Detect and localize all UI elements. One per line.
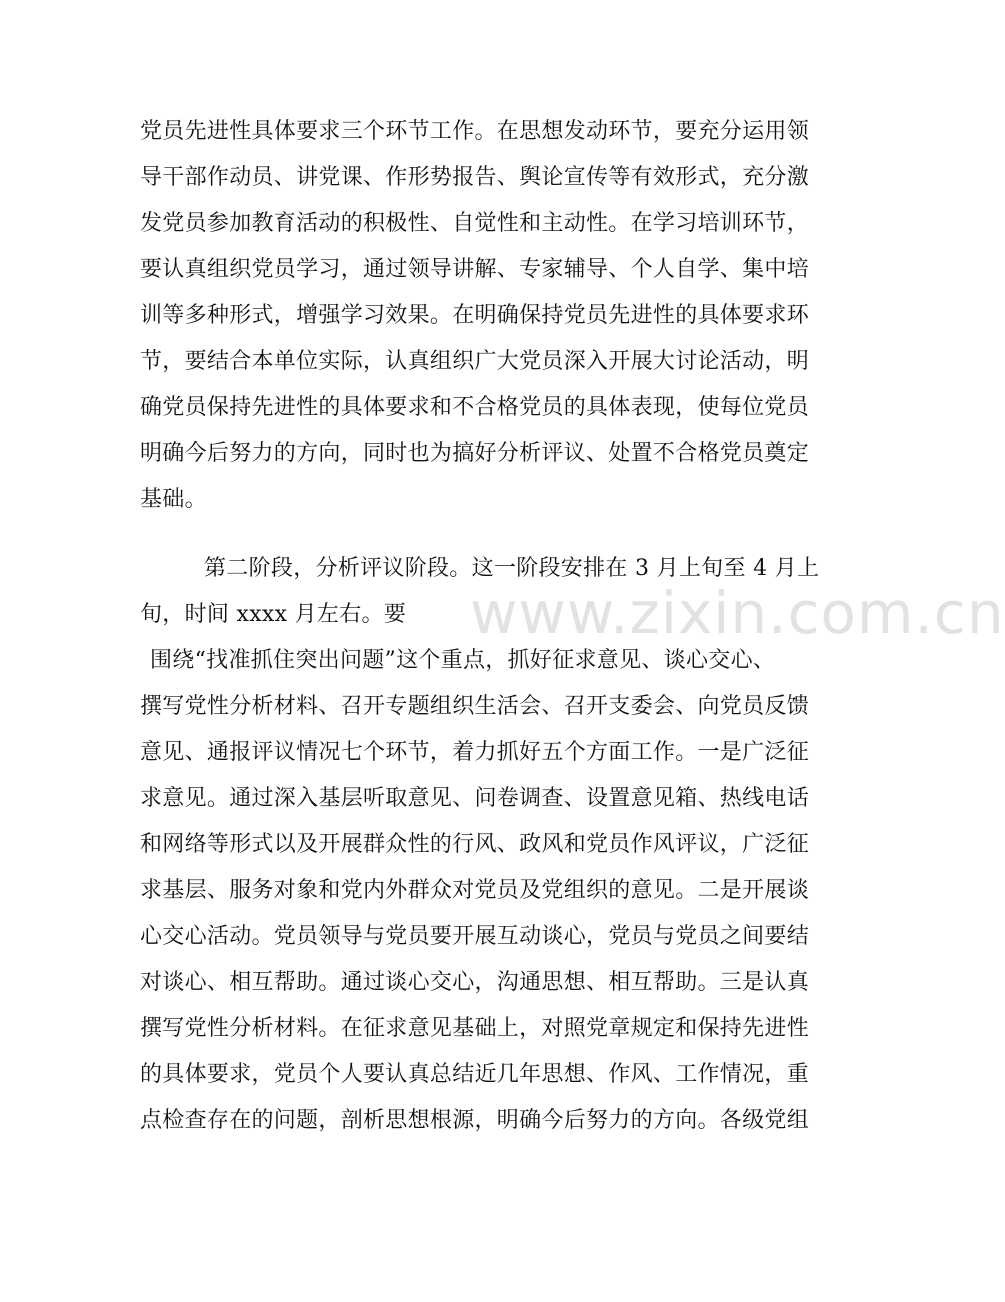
text-line: 导干部作动员、讲党课、作形势报告、舆论宣传等有效形式，充分激	[140, 165, 810, 190]
text-line: 要认真组织党员学习，通过领导讲解、专家辅导、个人自学、集中培	[140, 257, 810, 282]
text-line: 节，要结合本单位实际，认真组织广大党员深入开展大讨论活动，明	[140, 349, 810, 374]
text-line: 撰写党性分析材料、召开专题组织生活会、召开支委会、向党员反馈	[140, 694, 810, 719]
text-line: 确党员保持先进性的具体要求和不合格党员的具体表现，使每位党员	[140, 395, 810, 420]
text-line: 求意见。通过深入基层听取意见、问卷调查、设置意见箱、热线电话	[140, 786, 810, 811]
text-line: 旬，时间 xxxx 月左右。要	[140, 602, 407, 627]
text-line: 党员先进性具体要求三个环节工作。在思想发动环节，要充分运用领	[140, 119, 810, 144]
text-line: 围绕“找准抓住突出问题”这个重点，抓好征求意见、谈心交心、	[150, 648, 776, 673]
paragraph-indented-line: 第二阶段，分析评议阶段。这一阶段安排在 3 月上旬至 4 月上	[204, 556, 820, 581]
watermark: www.zixin.com.cn	[470, 579, 1005, 647]
text-line: 点检查存在的问题，剖析思想根源，明确今后努力的方向。各级党组	[140, 1108, 810, 1133]
text-line: 基础。	[140, 487, 207, 512]
text-line: 心交心活动。党员领导与党员要开展互动谈心，党员与党员之间要结	[140, 924, 810, 949]
text-line: 意见、通报评议情况七个环节，着力抓好五个方面工作。一是广泛征	[140, 740, 810, 765]
text-line: 撰写党性分析材料。在征求意见基础上，对照党章规定和保持先进性	[140, 1016, 810, 1041]
text-line: 明确今后努力的方向，同时也为搞好分析评议、处置不合格党员奠定	[140, 441, 810, 466]
text-line: 发党员参加教育活动的积极性、自觉性和主动性。在学习培训环节，	[140, 211, 810, 236]
text-line: 的具体要求，党员个人要认真总结近几年思想、作风、工作情况，重	[140, 1062, 810, 1087]
text-line: 训等多种形式，增强学习效果。在明确保持党员先进性的具体要求环	[140, 303, 810, 328]
text-line: 和网络等形式以及开展群众性的行风、政风和党员作风评议，广泛征	[140, 832, 810, 857]
text-line: 对谈心、相互帮助。通过谈心交心，沟通思想、相互帮助。三是认真	[140, 970, 810, 995]
text-line: 求基层、服务对象和党内外群众对党员及党组织的意见。二是开展谈	[140, 878, 810, 903]
